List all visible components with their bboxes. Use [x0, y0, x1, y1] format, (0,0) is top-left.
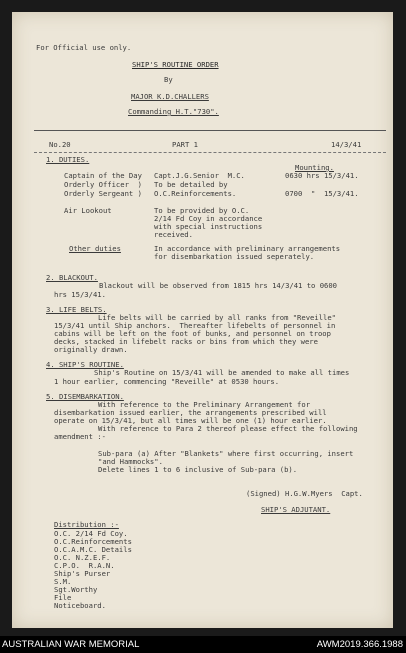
- archive-name: AUSTRALIAN WAR MEMORIAL: [2, 639, 140, 650]
- distribution-item: Ship's Purser: [54, 569, 111, 578]
- document-page: [12, 12, 393, 628]
- commanding-line: Commanding H.T."730".: [128, 107, 219, 116]
- other-duties-line: In accordance with preliminary arrangements: [154, 244, 341, 253]
- lifebelts-line: originally drawn.: [54, 345, 128, 354]
- distribution-item: O.C.A.M.C. Details: [54, 545, 132, 554]
- other-duties-line: for disembarkation issued seperately.: [154, 252, 315, 261]
- disembarkation-line: With reference to Para 2 thereof please effect the following: [98, 424, 358, 433]
- duty-row-left: Orderly Officer ): [64, 180, 142, 189]
- mounting-label: Mounting.: [295, 163, 334, 172]
- lookout-line: received.: [154, 230, 193, 239]
- meta-rule: [34, 152, 386, 153]
- official-use-note: For Official use only.: [36, 43, 132, 52]
- by-line: By: [164, 75, 173, 84]
- duty-row-left: Orderly Sergeant ): [64, 189, 142, 198]
- distribution-item: O.C.Reinforcements: [54, 537, 132, 546]
- subpara-line: Delete lines 1 to 6 inclusive of Sub-para (b).: [98, 465, 298, 474]
- disembarkation-line: amendment :-: [54, 432, 106, 441]
- archive-reference: AWM2019.366.1988: [316, 639, 403, 650]
- routine-line: Ship's Routine on 15/3/41 will be amended to make all times: [94, 368, 350, 377]
- distribution-item: O.C. N.Z.E.F.: [54, 553, 111, 562]
- duties-heading: 1. DUTIES.: [46, 155, 90, 164]
- blackout-heading: 2. BLACKOUT.: [46, 273, 98, 282]
- blackout-line: hrs 15/3/41.: [54, 290, 106, 299]
- distribution-item: File: [54, 593, 72, 602]
- blackout-line: Blackout will be observed from 1815 hrs 14/3/41 to 0600: [99, 281, 337, 290]
- distribution-item: Sgt.Worthy: [54, 585, 98, 594]
- duty-row-right: 0630 hrs 15/3/41.: [285, 171, 359, 180]
- order-number: No.20: [49, 140, 71, 149]
- duty-row-right: 0700 " 15/3/41.: [285, 189, 359, 198]
- lookout-line: To be provided by O.C.: [154, 206, 250, 215]
- archive-caption-bar: [0, 636, 406, 653]
- routine-line: 1 hour earlier, commencing "Reveille" at 0530 hours.: [54, 377, 280, 386]
- signature-line: (Signed) H.G.W.Myers Capt.: [246, 489, 363, 498]
- distribution-heading: Distribution :-: [54, 520, 119, 529]
- other-duties-label: Other duties: [69, 244, 121, 253]
- top-rule: [34, 130, 386, 131]
- distribution-item: O.C. 2/14 Fd Coy.: [54, 529, 128, 538]
- disembarkation-heading: 5. DISEMBARKATION.: [46, 392, 124, 401]
- major-name: MAJOR K.D.CHALLERS: [131, 92, 209, 101]
- duty-row-left: Captain of the Day: [64, 171, 142, 180]
- lifebelts-heading: 3. LIFE BELTS.: [46, 305, 107, 314]
- disembarkation-line: operate on 15/3/41, but all times will be one (1) hour earlier.: [54, 416, 327, 425]
- distribution-item: C.P.O. R.A.N.: [54, 561, 115, 570]
- disembarkation-line: With reference to the Preliminary Arrangement for: [98, 400, 311, 409]
- lookout-line: 2/14 Fd Coy in accordance: [154, 214, 263, 223]
- routine-heading: 4. SHIP'S ROUTINE.: [46, 360, 124, 369]
- subpara-line: "and Hammocks".: [98, 457, 163, 466]
- lookout-label: Air Lookout: [64, 206, 112, 215]
- disembarkation-line: disembarkation issued earlier, the arrangements prescribed will: [54, 408, 327, 417]
- lifebelts-line: decks, stacked in lifebelt racks or bins from which they were: [54, 337, 318, 346]
- distribution-item: S.M.: [54, 577, 72, 586]
- distribution-item: Noticeboard.: [54, 601, 106, 610]
- lifebelts-line: Life belts will be carried by all ranks from "Reveille": [98, 313, 336, 322]
- duty-row-mid: To be detailed by: [154, 180, 228, 189]
- duty-row-mid: O.C.Reinforcements.: [154, 189, 237, 198]
- lifebelts-line: cabins will be left on the foot of bunks, and personnel on troop: [54, 329, 331, 338]
- document-title: SHIP'S ROUTINE ORDER: [132, 60, 219, 69]
- lookout-line: with special instructions: [154, 222, 263, 231]
- lifebelts-line: 15/3/41 until Ship anchors. Thereafter lifebelts of personnel in: [54, 321, 336, 330]
- order-date: 14/3/41: [331, 140, 362, 149]
- duty-row-mid: Capt.J.G.Senior M.C.: [154, 171, 245, 180]
- part-label: PART 1: [172, 140, 198, 149]
- subpara-line: Sub-para (a) After "Blankets" where first occurring, insert: [98, 449, 354, 458]
- signature-role: SHIP'S ADJUTANT.: [261, 505, 331, 514]
